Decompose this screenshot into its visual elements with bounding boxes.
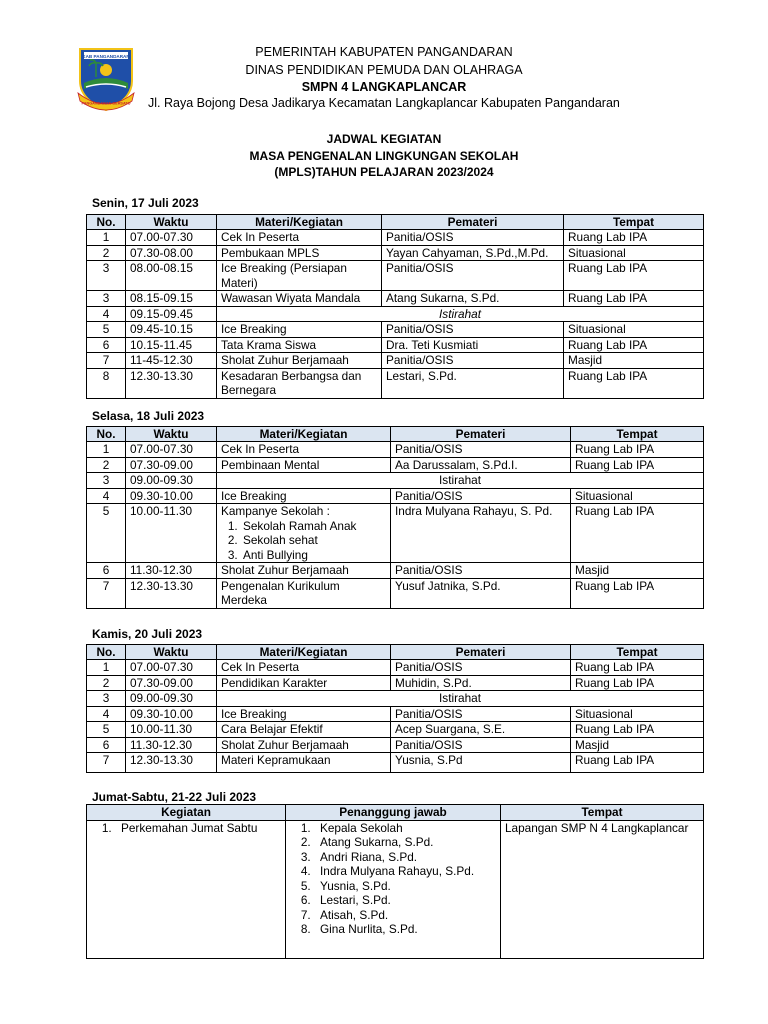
- col-header-penanggung-jawab: Penanggung jawab: [286, 805, 501, 821]
- table-row: [87, 322, 704, 338]
- col-header-materi: Materi/Kegiatan: [217, 215, 382, 230]
- school-name: SMPN 4 LANGKAPLANCAR: [301, 80, 467, 94]
- cell-tempat: Ruang Lab IPA: [571, 722, 704, 738]
- cell-no: 6: [87, 563, 126, 579]
- table-row: [87, 368, 704, 398]
- cell-waktu: 09.00-09.30: [126, 473, 217, 489]
- cell-no: 6: [87, 737, 126, 753]
- schedule-table-jumat-sabtu: [86, 804, 704, 959]
- cell-tempat: Ruang Lab IPA: [564, 368, 704, 398]
- list-item: 3. Andri Riana, S.Pd.: [314, 850, 496, 865]
- cell-pemateri: Indra Mulyana Rahayu, S. Pd.: [391, 504, 571, 563]
- cell-waktu: 09.45-10.15: [126, 322, 217, 338]
- cell-waktu: 07.00-07.30: [126, 660, 217, 676]
- col-header-waktu: Waktu: [126, 427, 217, 442]
- cell-waktu: 07.30-08.00: [126, 245, 217, 261]
- table-row: [87, 706, 704, 722]
- cell-no: 3: [87, 261, 126, 291]
- svg-text:KAB PANGANDARAN: KAB PANGANDARAN: [82, 53, 130, 59]
- cell-waktu: 10.00-11.30: [126, 722, 217, 738]
- list-item: 6. Lestari, S.Pd.: [314, 893, 496, 908]
- cell-pemateri: Panitia/OSIS: [391, 488, 571, 504]
- cell-pemateri: Yayan Cahyaman, S.Pd.,M.Pd.: [382, 245, 564, 261]
- cell-istirahat: Istirahat: [217, 691, 704, 707]
- table-row-break: [87, 306, 704, 322]
- table-row: [87, 737, 704, 753]
- cell-no: 6: [87, 337, 126, 353]
- cell-penanggung-jawab: [286, 820, 501, 958]
- government-name: PEMERINTAH KABUPATEN PANGANDARAN: [255, 45, 513, 59]
- table-row: [87, 675, 704, 691]
- table-row: [87, 563, 704, 579]
- table-row: [87, 230, 704, 246]
- table-row: [87, 245, 704, 261]
- table-header-row: [87, 645, 704, 660]
- cell-materi: Cara Belajar Efektif: [217, 722, 391, 738]
- table-row-break: [87, 691, 704, 707]
- cell-materi: Ice Breaking: [217, 488, 391, 504]
- cell-tempat: Ruang Lab IPA: [564, 337, 704, 353]
- cell-tempat: Situasional: [571, 706, 704, 722]
- cell-waktu: 08.00-08.15: [126, 261, 217, 291]
- cell-pemateri: Panitia/OSIS: [391, 737, 571, 753]
- cell-materi: Sholat Zuhur Berjamaah: [217, 353, 382, 369]
- cell-pemateri: Dra. Teti Kusmiati: [382, 337, 564, 353]
- table-row: [87, 820, 704, 958]
- cell-no: 7: [87, 753, 126, 773]
- cell-waktu: 11-45-12.30: [126, 353, 217, 369]
- cell-materi: Ice Breaking: [217, 322, 382, 338]
- cell-tempat: Ruang Lab IPA: [564, 261, 704, 291]
- cell-tempat: Masjid: [571, 737, 704, 753]
- cell-waktu: 07.30-09.00: [126, 457, 217, 473]
- cell-materi: Pembukaan MPLS: [217, 245, 382, 261]
- list-item: 1. Kepala Sekolah: [314, 821, 496, 836]
- campaign-heading: Kampanye Sekolah :: [221, 504, 330, 518]
- cell-tempat: Ruang Lab IPA: [571, 753, 704, 773]
- cell-materi: Ice Breaking: [217, 706, 391, 722]
- cell-tempat: Ruang Lab IPA: [564, 230, 704, 246]
- cell-tempat: Ruang Lab IPA: [571, 457, 704, 473]
- schedule-table-senin: [86, 214, 704, 399]
- col-header-tempat: Tempat: [564, 215, 704, 230]
- cell-materi: Cek In Peserta: [217, 442, 391, 458]
- cell-istirahat: Istirahat: [217, 473, 704, 489]
- cell-no: 3: [87, 291, 126, 307]
- col-header-tempat: Tempat: [571, 645, 704, 660]
- list-item: 2. Sekolah sehat: [241, 533, 386, 548]
- col-header-pemateri: Pemateri: [391, 645, 571, 660]
- cell-waktu: 09.30-10.00: [126, 706, 217, 722]
- cell-pemateri: Lestari, S.Pd.: [382, 368, 564, 398]
- list-item: 1. Perkemahan Jumat Sabtu: [115, 821, 281, 836]
- document-title: [140, 131, 628, 181]
- kegiatan-list: [91, 821, 281, 836]
- cell-no: 4: [87, 488, 126, 504]
- col-header-kegiatan: Kegiatan: [87, 805, 286, 821]
- cell-istirahat: Istirahat: [217, 306, 704, 322]
- table-row: [87, 442, 704, 458]
- cell-waktu: 11.30-12.30: [126, 737, 217, 753]
- title-line-3: (MPLS)TAHUN PELAJARAN 2023/2024: [274, 165, 494, 179]
- col-header-materi: Materi/Kegiatan: [217, 645, 391, 660]
- cell-no: 7: [87, 353, 126, 369]
- cell-tempat: Situasional: [564, 245, 704, 261]
- cell-materi: Kesadaran Berbangsa dan Bernegara: [217, 368, 382, 398]
- cell-tempat: Ruang Lab IPA: [571, 442, 704, 458]
- cell-pemateri: Yusnia, S.Pd: [391, 753, 571, 773]
- cell-waktu: 11.30-12.30: [126, 563, 217, 579]
- cell-tempat: Lapangan SMP N 4 Langkaplancar: [501, 820, 704, 958]
- cell-tempat: Situasional: [564, 322, 704, 338]
- cell-no: 3: [87, 473, 126, 489]
- table-row: [87, 337, 704, 353]
- cell-pemateri: Panitia/OSIS: [382, 353, 564, 369]
- cell-materi: Sholat Zuhur Berjamaah: [217, 563, 391, 579]
- cell-waktu: 12.30-13.30: [126, 368, 217, 398]
- cell-pemateri: Muhidin, S.Pd.: [391, 675, 571, 691]
- table-row: [87, 457, 704, 473]
- table-row: [87, 504, 704, 563]
- cell-tempat: Situasional: [571, 488, 704, 504]
- cell-no: 5: [87, 722, 126, 738]
- cell-waktu: 07.00-07.30: [126, 230, 217, 246]
- table-row: [87, 261, 704, 291]
- svg-text:PANGANDARAN BERSATU: PANGANDARAN BERSATU: [81, 101, 131, 106]
- table-row: [87, 488, 704, 504]
- table-header-row: [87, 427, 704, 442]
- cell-tempat: Ruang Lab IPA: [571, 660, 704, 676]
- cell-pemateri: Panitia/OSIS: [391, 660, 571, 676]
- table-row-break: [87, 473, 704, 489]
- cell-no: 2: [87, 245, 126, 261]
- list-item: 7. Atisah, S.Pd.: [314, 908, 496, 923]
- col-header-waktu: Waktu: [126, 215, 217, 230]
- cell-pemateri: Panitia/OSIS: [382, 261, 564, 291]
- schedule-table-selasa: [86, 426, 704, 609]
- list-item: 1. Sekolah Ramah Anak: [241, 519, 386, 534]
- cell-no: 5: [87, 322, 126, 338]
- cell-waktu: 07.30-09.00: [126, 675, 217, 691]
- cell-waktu: 12.30-13.30: [126, 753, 217, 773]
- cell-materi: Pembinaan Mental: [217, 457, 391, 473]
- col-header-no: No.: [87, 645, 126, 660]
- table-row: [87, 353, 704, 369]
- cell-materi: Tata Krama Siswa: [217, 337, 382, 353]
- cell-no: 5: [87, 504, 126, 563]
- col-header-no: No.: [87, 215, 126, 230]
- cell-waktu: 12.30-13.30: [126, 578, 217, 608]
- title-line-2: MASA PENGENALAN LINGKUNGAN SEKOLAH: [249, 148, 519, 163]
- col-header-pemateri: Pemateri: [382, 215, 564, 230]
- list-item: 8. Gina Nurlita, S.Pd.: [314, 922, 496, 937]
- title-line-1: JADWAL KEGIATAN: [326, 132, 442, 146]
- cell-no: 3: [87, 691, 126, 707]
- cell-no: 4: [87, 306, 126, 322]
- list-item: 2. Atang Sukarna, S.Pd.: [314, 835, 496, 850]
- cell-pemateri: Panitia/OSIS: [391, 442, 571, 458]
- cell-pemateri: Atang Sukarna, S.Pd.: [382, 291, 564, 307]
- col-header-materi: Materi/Kegiatan: [217, 427, 391, 442]
- penanggung-jawab-list: [290, 821, 496, 937]
- cell-pemateri: Panitia/OSIS: [391, 706, 571, 722]
- regency-emblem-logo: [74, 43, 138, 113]
- cell-no: 1: [87, 442, 126, 458]
- cell-tempat: Ruang Lab IPA: [571, 675, 704, 691]
- school-address: Jl. Raya Bojong Desa Jadikarya Kecamatan Langkaplancar Kabupaten Pangandaran: [148, 96, 620, 110]
- cell-tempat: Masjid: [564, 353, 704, 369]
- cell-materi: Pendidikan Karakter: [217, 675, 391, 691]
- cell-pemateri: Panitia/OSIS: [391, 563, 571, 579]
- list-item: 5. Yusnia, S.Pd.: [314, 879, 496, 894]
- cell-materi: Wawasan Wiyata Mandala: [217, 291, 382, 307]
- cell-waktu: 07.00-07.30: [126, 442, 217, 458]
- cell-waktu: 09.00-09.30: [126, 691, 217, 707]
- cell-no: 8: [87, 368, 126, 398]
- cell-waktu: 08.15-09.15: [126, 291, 217, 307]
- cell-no: 1: [87, 230, 126, 246]
- table-header-row: [87, 805, 704, 821]
- table-row: [87, 291, 704, 307]
- cell-pemateri: Panitia/OSIS: [382, 322, 564, 338]
- cell-no: 2: [87, 675, 126, 691]
- cell-waktu: 09.30-10.00: [126, 488, 217, 504]
- table-row: [87, 722, 704, 738]
- day-label-kamis: Kamis, 20 Juli 2023: [92, 627, 203, 641]
- table-row: [87, 660, 704, 676]
- col-header-waktu: Waktu: [126, 645, 217, 660]
- cell-waktu: 10.00-11.30: [126, 504, 217, 563]
- cell-waktu: 09.15-09.45: [126, 306, 217, 322]
- col-header-no: No.: [87, 427, 126, 442]
- cell-materi: Materi Kepramukaan: [217, 753, 391, 773]
- cell-tempat: Ruang Lab IPA: [571, 504, 704, 563]
- col-header-tempat: Tempat: [571, 427, 704, 442]
- cell-materi: Cek In Peserta: [217, 230, 382, 246]
- cell-no: 2: [87, 457, 126, 473]
- list-item: 3. Anti Bullying: [241, 548, 386, 563]
- cell-materi: Pengenalan Kurikulum Merdeka: [217, 578, 391, 608]
- col-header-pemateri: Pemateri: [391, 427, 571, 442]
- campaign-list: [221, 519, 386, 563]
- table-row: [87, 578, 704, 608]
- cell-kegiatan: [87, 820, 286, 958]
- cell-tempat: Masjid: [571, 563, 704, 579]
- cell-materi: [217, 504, 391, 563]
- cell-waktu: 10.15-11.45: [126, 337, 217, 353]
- table-row: [87, 753, 704, 773]
- cell-no: 7: [87, 578, 126, 608]
- cell-pemateri: Acep Suargana, S.E.: [391, 722, 571, 738]
- cell-no: 1: [87, 660, 126, 676]
- schedule-table-kamis: [86, 644, 704, 773]
- day-label-jumat-sabtu: Jumat-Sabtu, 21-22 Juli 2023: [92, 790, 257, 804]
- letterhead: [140, 44, 628, 97]
- cell-materi: Sholat Zuhur Berjamaah: [217, 737, 391, 753]
- day-label-senin: Senin, 17 Juli 2023: [92, 196, 199, 210]
- department-name: DINAS PENDIDIKAN PEMUDA DAN OLAHRAGA: [245, 62, 523, 77]
- cell-pemateri: Aa Darussalam, S.Pd.I.: [391, 457, 571, 473]
- cell-no: 4: [87, 706, 126, 722]
- cell-materi: Cek In Peserta: [217, 660, 391, 676]
- cell-materi: Ice Breaking (Persiapan Materi): [217, 261, 382, 291]
- list-item: 4. Indra Mulyana Rahayu, S.Pd.: [314, 864, 496, 879]
- cell-pemateri: Panitia/OSIS: [382, 230, 564, 246]
- day-label-selasa: Selasa, 18 Juli 2023: [92, 409, 205, 423]
- cell-tempat: Ruang Lab IPA: [564, 291, 704, 307]
- table-header-row: [87, 215, 704, 230]
- cell-pemateri: Yusuf Jatnika, S.Pd.: [391, 578, 571, 608]
- cell-tempat: Ruang Lab IPA: [571, 578, 704, 608]
- col-header-tempat: Tempat: [501, 805, 704, 821]
